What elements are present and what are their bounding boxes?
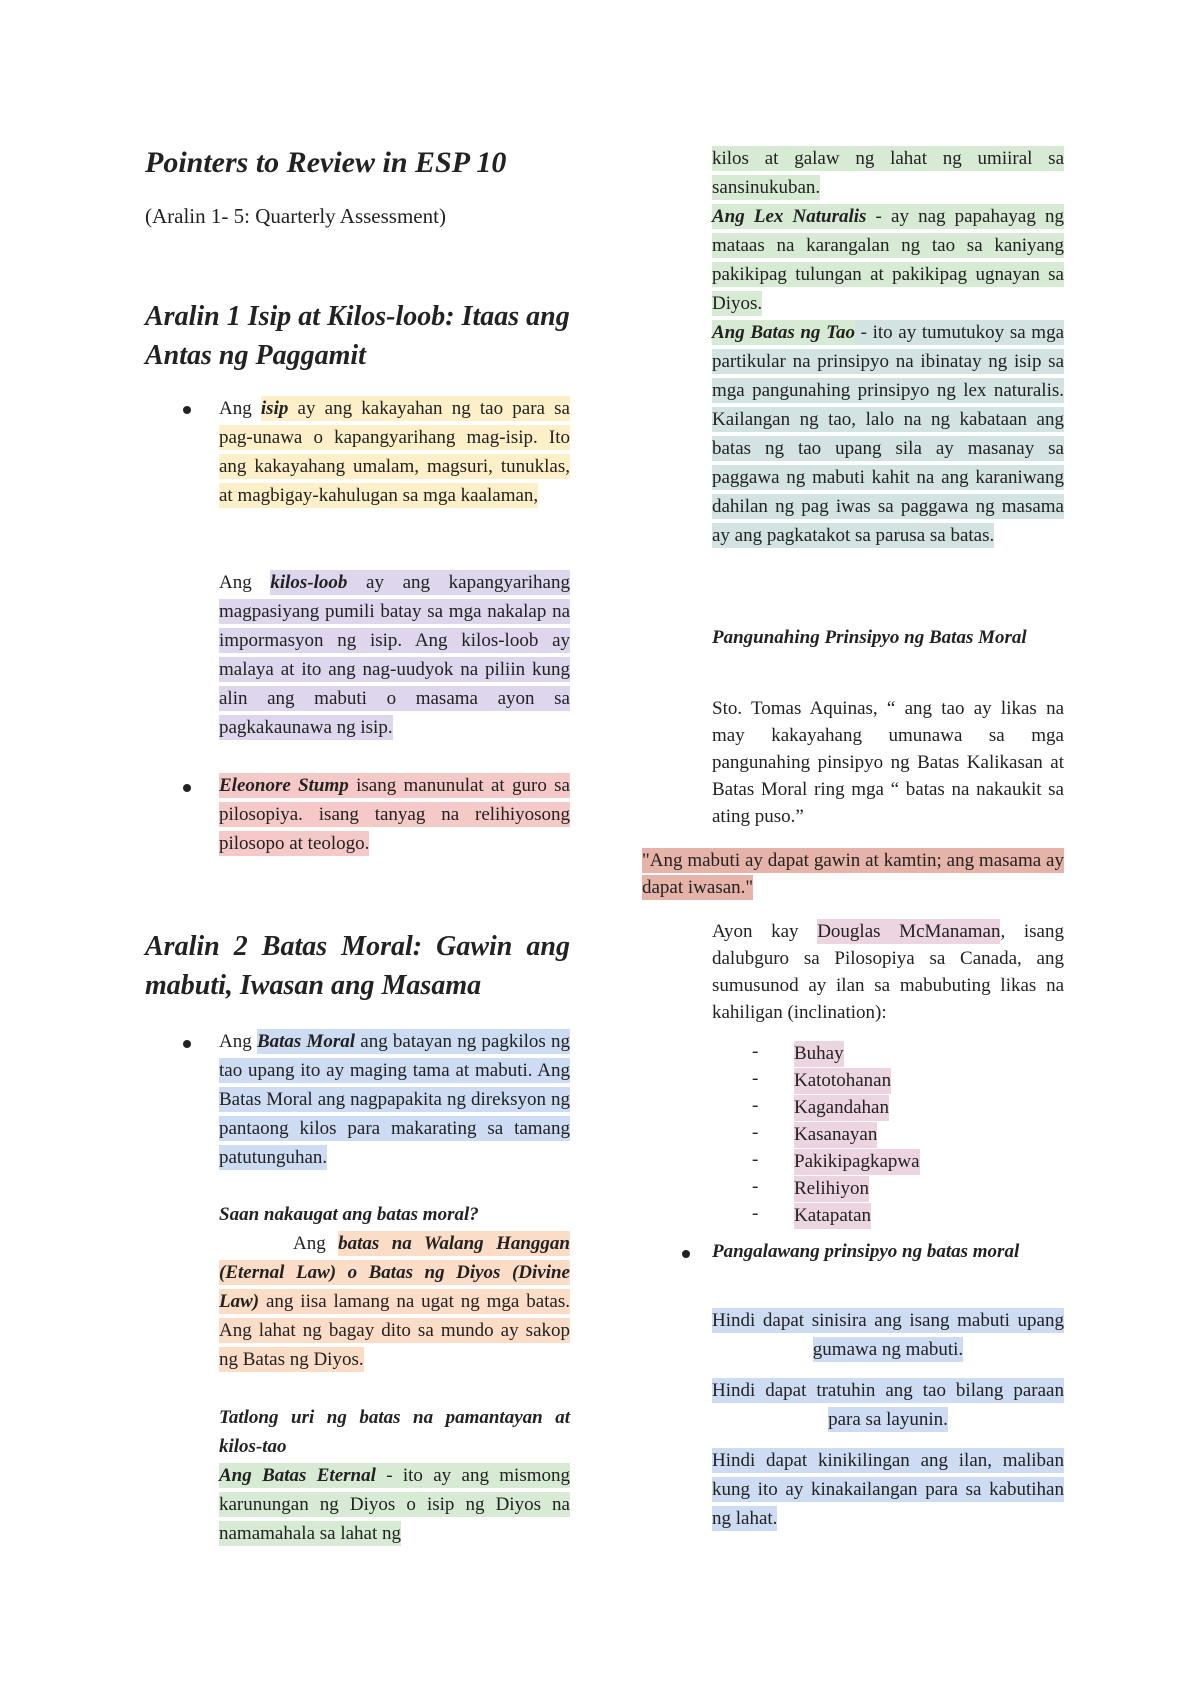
list-item: Pakikipagkapwa xyxy=(794,1149,920,1175)
list-dash: - xyxy=(752,1068,759,1089)
list-dash: - xyxy=(752,1095,759,1116)
be-term: Ang Batas Eternal xyxy=(219,1465,376,1486)
mcmanaman-pre: Ayon kay xyxy=(712,921,818,942)
be-text-part1: - ito ay ang mismong karunungan ng Diyos o isip ng Diyos na namamahala sa lahat ng xyxy=(219,1465,570,1544)
batas-moral-definition xyxy=(219,1027,570,1172)
bullet-icon xyxy=(183,406,191,414)
page-subtitle: (Aralin 1- 5: Quarterly Assessment) xyxy=(145,204,446,228)
tao-text: - ito ay tumutukoy sa mga partikular na prinsipyo na ibinatay ng isip sa mga pangunahing prinsipyo ng lex naturalis. Kailangan ng tao, lalo na ng kabataan ang batas ng tao upang sila ay masanay sa paggawa ng mabuti kahit na ang karaniwang dahilan ng pag iwas sa paggawa ng masama ay ang pagkatakot sa parusa sa batas. xyxy=(712,322,1065,546)
stump-description xyxy=(219,771,570,858)
lex-text: - ay nag papahayag ng mataas na karangalan ng tao sa kaniyang pakikipag tulungan at pakikipag ugnayan sa Diyos. xyxy=(712,206,1064,314)
prinsipyo-heading: Pangunahing Prinsipyo ng Batas Moral xyxy=(712,627,1027,648)
tao-term: Ang Batas ng Tao xyxy=(712,322,855,343)
mcmanaman-name: Douglas McManaman xyxy=(817,921,1001,942)
bullet-icon xyxy=(183,784,191,792)
list-dash: - xyxy=(752,1041,759,1062)
list-item: Kasanayan xyxy=(794,1122,877,1148)
list-dash: - xyxy=(752,1149,759,1170)
batas-eternal-right xyxy=(712,144,1064,202)
kilos-loob-definition xyxy=(219,568,570,742)
batas-ng-tao-text xyxy=(712,318,1064,550)
rule-1 xyxy=(712,1306,1064,1364)
rule-2-text: Hindi dapat tratuhin ang tao bilang paraan para sa layunin. xyxy=(712,1380,1064,1430)
kilos-term: kilos-loob xyxy=(270,572,348,593)
list-item: Katotohanan xyxy=(794,1068,891,1094)
list-dash: - xyxy=(752,1176,759,1197)
stump-term: Eleonore Stump xyxy=(219,775,349,796)
list-item: Relihiyon xyxy=(794,1176,869,1202)
eternal-law-text xyxy=(219,1229,570,1374)
bm-text: ang batayan ng pagkilos ng tao upang ito ay maging tama at mabuti. Ang Batas Moral ang nagpapakita ng direksyon ng pantaong kilos para makarating sa tamang patutunguhan. xyxy=(219,1031,570,1168)
bm-pre: Ang xyxy=(219,1031,257,1052)
isip-term: isip xyxy=(260,398,289,419)
aquinas-quote: Sto. Tomas Aquinas, “ ang tao ay likas na may kakayahang umunawa sa mga pangunahing pinsipyo ng Batas Kalikasan at Batas Moral ring mga “ batas na nakaukit sa ating puso.” xyxy=(712,698,1064,827)
aralin1-heading: Aralin 1 Isip at Kilos-loob: Itaas ang Antas ng Paggamit xyxy=(145,301,570,371)
isip-text: ay ang kakayahan ng tao para sa pag-unawa o kapangyarihang mag-isip. Ito ang kakayahang umalam, magsuri, tunuklas, at magbigay-kahulugan sa mga kaalaman, xyxy=(219,398,570,506)
be-text-part2: kilos at galaw ng lahat ng umiiral sa sansinukuban. xyxy=(712,148,1064,198)
kilos-text: ay ang kapangyarihang magpasiyang pumili batay sa mga nakalap na impormasyon ng isip. Ang kilos-loob ay malaya at ito ang nag-uudyok na piliin kung alin ang mabuti o masama ayon sa pagkakaunawa ng isip. xyxy=(219,572,570,738)
lex-naturalis-text xyxy=(712,202,1064,318)
mcmanaman-text: , isang dalubguro sa Pilosopiya sa Canada, ang sumusunod ay ilan sa mabubuting likas na kahiligan (inclination): xyxy=(712,921,1064,1023)
eternal-pre: Ang xyxy=(293,1233,339,1254)
list-item: Katapatan xyxy=(794,1203,871,1229)
list-dash: - xyxy=(752,1203,759,1224)
kilos-pre: Ang xyxy=(219,572,271,593)
eternal-term: batas na Walang Hanggan (Eternal Law) o Batas ng Diyos (Divine Law) xyxy=(219,1233,570,1312)
eternal-text: ang iisa lamang na ugat ng mga batas. Ang lahat ng bagay dito sa mundo ay sakop ng Batas ng Diyos. xyxy=(219,1291,570,1370)
aralin2-heading: Aralin 2 Batas Moral: Gawin ang mabuti, Iwasan ang Masama xyxy=(145,931,570,1001)
bm-term: Batas Moral xyxy=(256,1031,356,1052)
isip-pre: Ang xyxy=(219,398,261,419)
question-tatlong-uri: Tatlong uri ng batas na pamantayan at kilos-tao xyxy=(219,1407,570,1457)
rule-3 xyxy=(712,1446,1064,1533)
page-title: Pointers to Review in ESP 10 xyxy=(145,146,507,179)
rule-3-text: Hindi dapat kinikilingan ang ilan, maliban kung ito ay kinakailangan para sa kabutihan ng lahat. xyxy=(712,1450,1064,1529)
main-principle-quote xyxy=(642,847,1064,901)
lex-term: Ang Lex Naturalis xyxy=(712,206,867,227)
mcmanaman-intro xyxy=(712,918,1064,1026)
rule-1-text: Hindi dapat sinisira ang isang mabuti upang gumawa ng mabuti. xyxy=(712,1310,1064,1360)
batas-eternal-left xyxy=(219,1461,570,1548)
bullet-icon xyxy=(682,1250,690,1258)
bullet-icon xyxy=(183,1040,191,1048)
list-item: Kagandahan xyxy=(794,1095,889,1121)
isip-definition xyxy=(219,394,570,510)
question-ugat: Saan nakaugat ang batas moral? xyxy=(219,1204,479,1225)
list-dash: - xyxy=(752,1122,759,1143)
pangalawang-prinsipyo-heading: Pangalawang prinsipyo ng batas moral xyxy=(712,1241,1020,1262)
list-item: Buhay xyxy=(794,1041,844,1067)
stump-text: isang manunulat at guro sa pilosopiya. isang tanyag na relihiyosong pilosopo at teologo. xyxy=(219,775,570,854)
rule-2 xyxy=(712,1376,1064,1434)
quote-text: "Ang mabuti ay dapat gawin at kamtin; ang masama ay dapat iwasan." xyxy=(642,850,1064,898)
